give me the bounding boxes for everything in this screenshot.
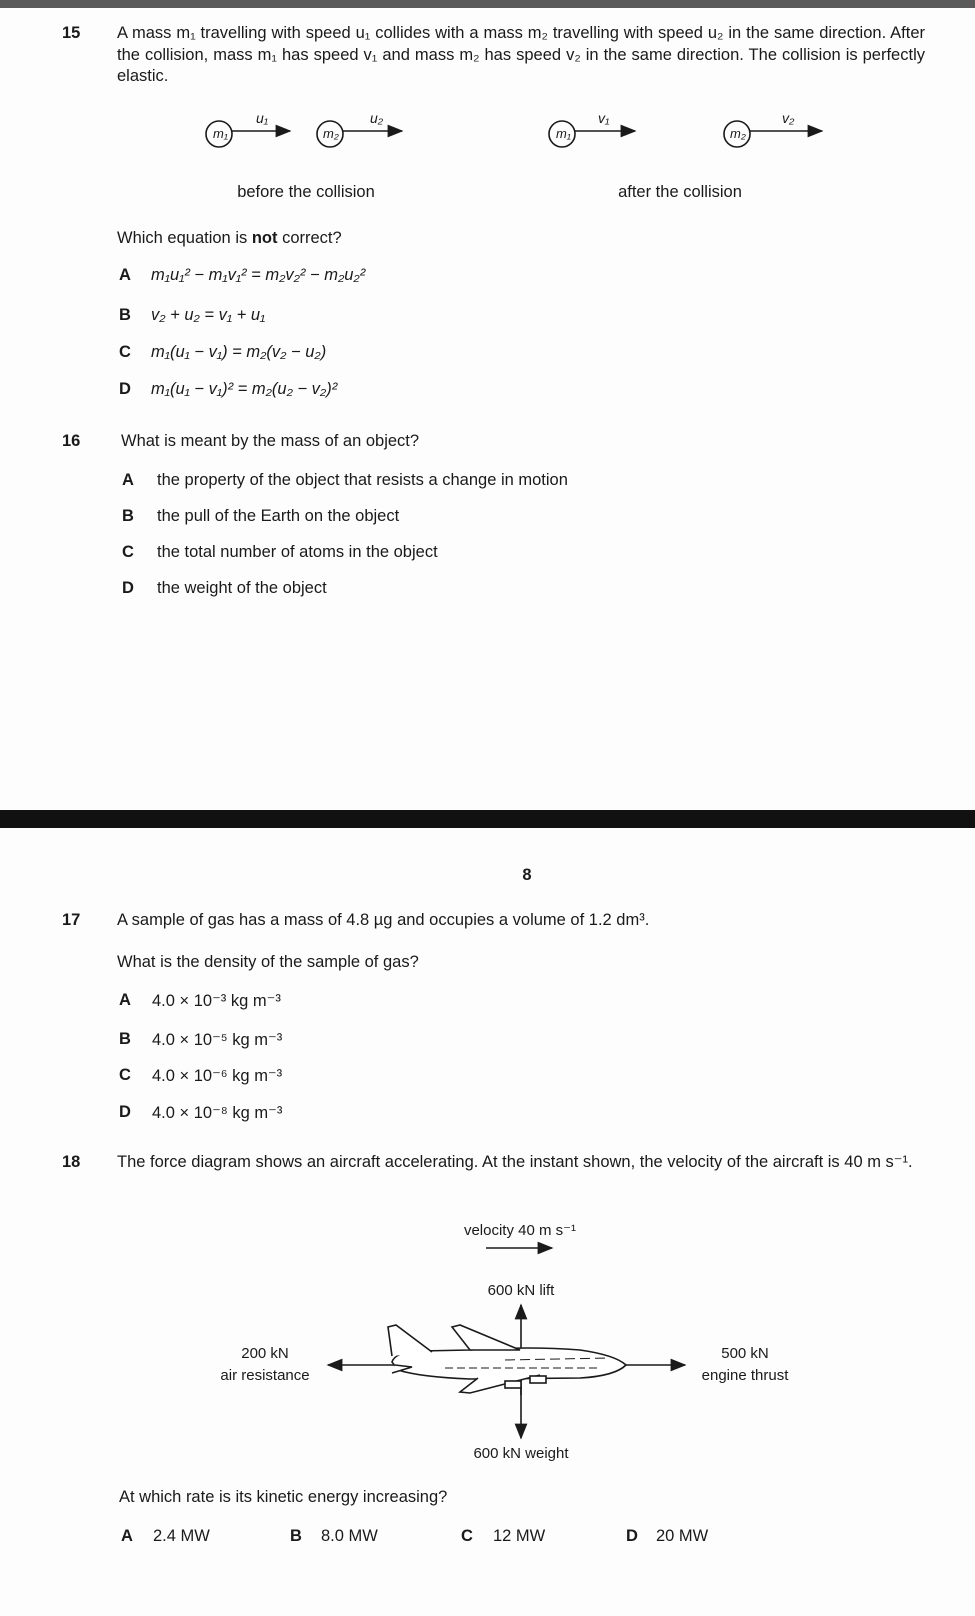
option-15-c-letter[interactable]: C xyxy=(119,343,131,361)
option-17-a-text[interactable]: 4.0 × 10⁻³ kg m⁻³ xyxy=(152,992,281,1010)
weight-label: 600 kN weight xyxy=(473,1445,569,1462)
question-17-prompt: What is the density of the sample of gas? xyxy=(117,953,419,971)
option-17-a-letter[interactable]: A xyxy=(119,991,131,1009)
option-17-b-text[interactable]: 4.0 × 10⁻⁵ kg m⁻³ xyxy=(152,1031,283,1049)
question-17-text: A sample of gas has a mass of 4.8 µg and occupies a volume of 1.2 dm³. xyxy=(117,911,650,929)
option-16-c-text[interactable]: the total number of atoms in the object xyxy=(157,543,438,561)
option-16-d-letter[interactable]: D xyxy=(122,579,134,597)
label-v1: v₁ xyxy=(598,110,610,126)
option-18-a-letter[interactable]: A xyxy=(121,1527,133,1545)
before-caption: before the collision xyxy=(237,183,375,201)
question-17-number: 17 xyxy=(62,911,81,929)
question-15-text: A mass m₁ travelling with speed u₁ collides with a mass m₂ travelling with speed u₂ in the same direction. After the collision, mass m₁ has speed v₁ and mass m₂ has speed v₂ in the same direction. The collision is perfectly elastic. xyxy=(117,24,925,85)
question-15-number: 15 xyxy=(62,24,81,42)
air-resistance-label: air resistance xyxy=(220,1367,310,1384)
prompt-emphasis: not xyxy=(251,229,278,247)
page-number: 8 xyxy=(522,866,532,884)
option-16-b-letter[interactable]: B xyxy=(122,507,134,525)
option-16-d-text[interactable]: the weight of the object xyxy=(157,579,327,597)
option-15-d-letter[interactable]: D xyxy=(119,380,131,398)
thrust-label: engine thrust xyxy=(701,1367,789,1384)
option-18-d-letter[interactable]: D xyxy=(626,1527,638,1545)
option-15-b-text[interactable]: v₂ + u₂ = v₁ + u₁ xyxy=(151,306,266,324)
label-m1-after: m₁ xyxy=(556,126,571,141)
question-18-prompt: At which rate is its kinetic energy increasing? xyxy=(119,1488,448,1506)
label-u2: u₂ xyxy=(370,110,384,126)
after-caption: after the collision xyxy=(618,183,742,201)
aircraft-icon xyxy=(388,1325,626,1393)
option-18-d-text[interactable]: 20 MW xyxy=(656,1527,709,1545)
option-15-d-text[interactable]: m₁(u₁ − v₁)² = m₂(u₂ − v₂)² xyxy=(151,380,338,398)
velocity-label: velocity 40 m s⁻¹ xyxy=(463,1222,577,1239)
label-u1: u₁ xyxy=(256,110,269,126)
question-16-text: What is meant by the mass of an object? xyxy=(121,432,420,450)
label-m2-after: m₂ xyxy=(730,126,746,141)
option-17-d-text[interactable]: 4.0 × 10⁻⁸ kg m⁻³ xyxy=(152,1104,283,1122)
option-15-b-letter[interactable]: B xyxy=(119,306,131,324)
option-15-a-text[interactable]: m₁u₁² − m₁v₁² = m₂v₂² − m₂u₂² xyxy=(151,266,366,284)
question-15-prompt xyxy=(117,229,342,248)
option-16-c-letter[interactable]: C xyxy=(122,543,134,561)
option-16-a-letter[interactable]: A xyxy=(122,471,134,489)
option-18-c-letter[interactable]: C xyxy=(461,1527,473,1545)
prompt-text: Which equation is xyxy=(117,229,252,247)
aircraft-diagram xyxy=(328,1248,685,1438)
question-16-number: 16 xyxy=(62,432,81,450)
label-v2: v₂ xyxy=(782,110,795,126)
option-18-b-text[interactable]: 8.0 MW xyxy=(321,1527,378,1545)
option-16-b-text[interactable]: the pull of the Earth on the object xyxy=(157,507,400,525)
option-16-a-text[interactable]: the property of the object that resists a change in motion xyxy=(157,471,568,489)
lift-label: 600 kN lift xyxy=(487,1282,555,1299)
option-17-d-letter[interactable]: D xyxy=(119,1103,131,1121)
option-18-c-text[interactable]: 12 MW xyxy=(493,1527,546,1545)
option-15-c-text[interactable]: m₁(u₁ − v₁) = m₂(v₂ − u₂) xyxy=(151,343,327,361)
question-18-number: 18 xyxy=(62,1153,81,1171)
option-18-a-text[interactable]: 2.4 MW xyxy=(153,1527,210,1545)
option-17-c-text[interactable]: 4.0 × 10⁻⁶ kg m⁻³ xyxy=(152,1067,283,1085)
label-m1-before: m₁ xyxy=(213,126,228,141)
prompt-text-end: correct? xyxy=(277,229,342,247)
option-17-b-letter[interactable]: B xyxy=(119,1030,131,1048)
option-17-c-letter[interactable]: C xyxy=(119,1066,131,1084)
thrust-value: 500 kN xyxy=(721,1345,769,1362)
page-break-band xyxy=(0,810,975,828)
option-18-b-letter[interactable]: B xyxy=(290,1527,302,1545)
question-18-text: The force diagram shows an aircraft accelerating. At the instant shown, the velocity of the aircraft is 40 m s⁻¹. xyxy=(117,1153,913,1171)
air-resistance-value: 200 kN xyxy=(241,1345,289,1362)
option-15-a-letter[interactable]: A xyxy=(119,266,131,284)
label-m2-before: m₂ xyxy=(323,126,339,141)
